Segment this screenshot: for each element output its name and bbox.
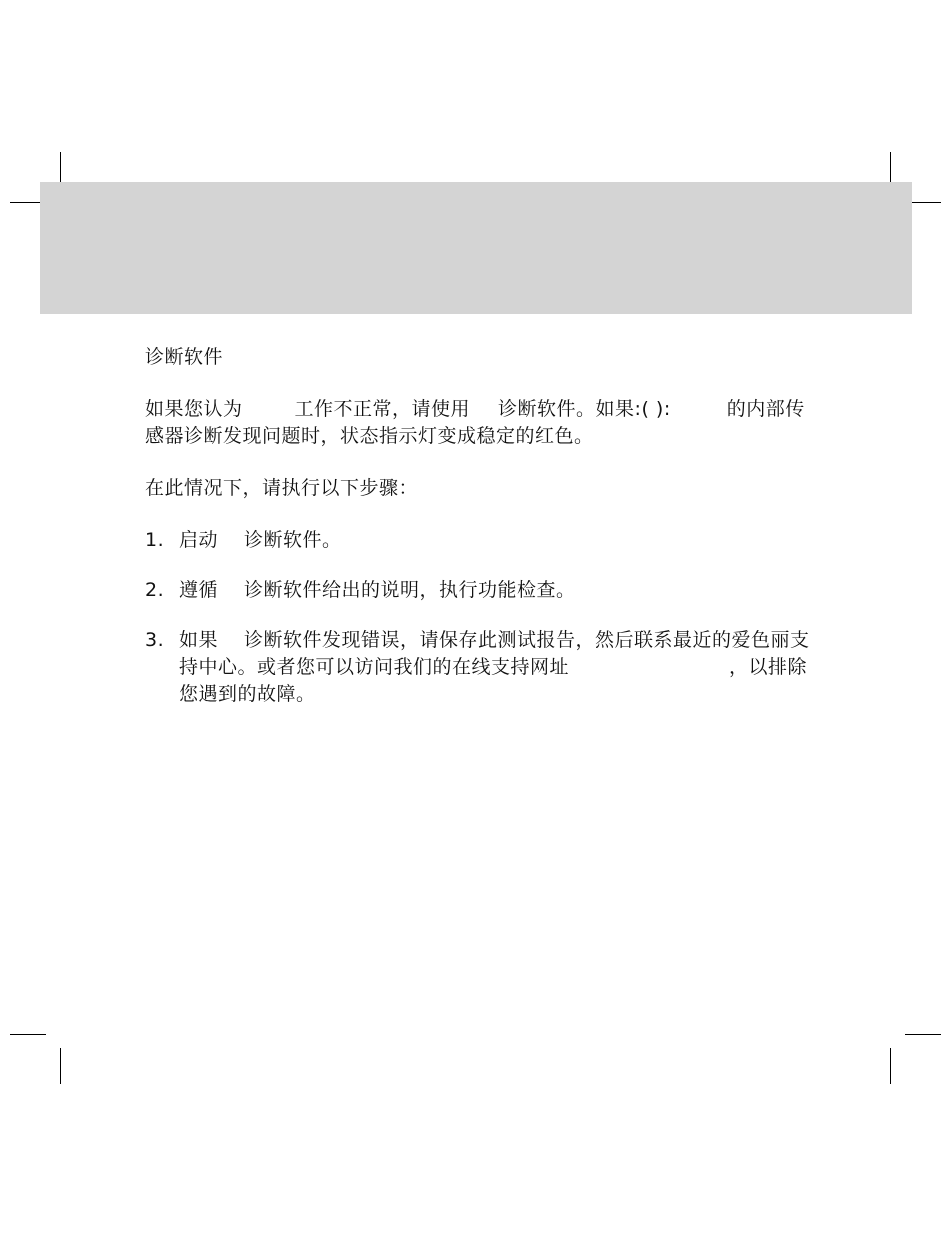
header-band — [40, 182, 912, 314]
step-text-b: 诊断软件给出的说明，执行功能检查。 — [244, 579, 576, 601]
document-body — [145, 344, 815, 731]
crop-mark-bottom-left-vertical — [60, 1048, 61, 1084]
step-text-c: ，以排除您遇到的故障。 — [179, 656, 808, 705]
intro-part-3: 诊断软件。如果 — [498, 398, 635, 420]
step-number: 3. — [145, 629, 165, 651]
step-item — [145, 577, 815, 604]
step-item — [145, 627, 815, 708]
crop-mark-bottom-right-vertical — [890, 1048, 891, 1084]
intro-part-1: 如果您认为 — [145, 398, 243, 420]
intro-part-4: 的内部传感器诊断发现问题时，状态指示灯变成稳定的红色。 — [145, 398, 805, 447]
step-text-b: 诊断软件发现错误，请保存此测试报告，然后联系最近的爱色丽支持中心。或者您可以访问我们的在线支持网址 — [179, 629, 810, 678]
crop-mark-bottom-left-horizontal — [10, 1034, 46, 1035]
intro-paragraph — [145, 396, 815, 450]
step-item — [145, 527, 815, 554]
intro-glyph: :( ): — [634, 398, 671, 420]
step-text-a: 遵循 — [179, 579, 219, 601]
step-number: 1. — [145, 529, 165, 551]
step-text-b: 诊断软件。 — [244, 529, 342, 551]
crop-mark-bottom-right-horizontal — [905, 1034, 941, 1035]
section-title: 诊断软件 — [145, 346, 224, 368]
steps-list — [145, 527, 815, 708]
step-text-a: 启动 — [179, 529, 219, 551]
intro-part-2: 工作不正常，请使用 — [294, 398, 471, 420]
step-number: 2. — [145, 579, 165, 601]
step-text-a: 如果 — [179, 629, 219, 651]
steps-lead: 在此情况下，请执行以下步骤： — [145, 477, 419, 499]
